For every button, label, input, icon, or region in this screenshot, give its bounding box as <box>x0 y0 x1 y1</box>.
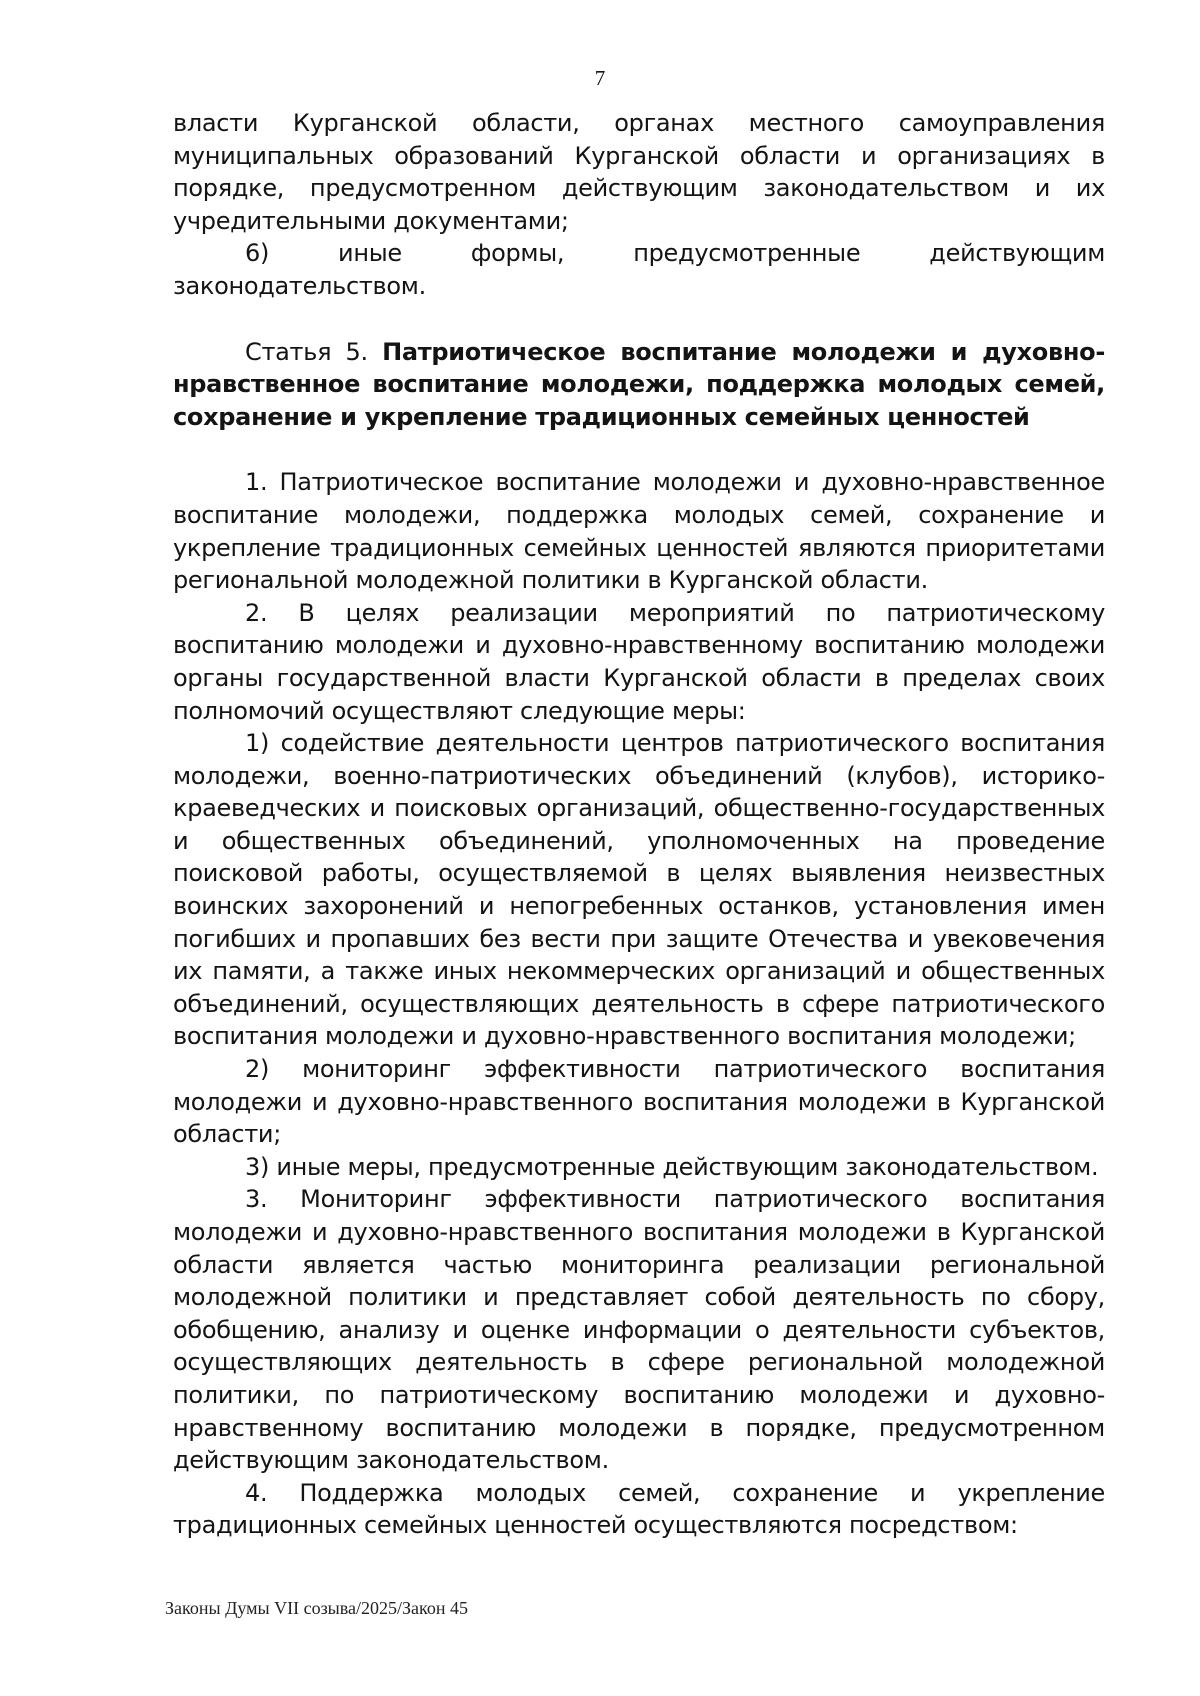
article-paragraph-2: 2. В целях реализации мероприятий по патриотическому воспитанию молодежи и духовно-нравственному воспитанию молодежи органы государственной власти Курганской области в пределах своих полномочий осуществляют следующие меры: <box>173 598 1105 725</box>
article-heading <box>173 336 1105 434</box>
list-item-6: 6) иные формы, предусмотренные действующим законодательством. <box>173 239 1105 300</box>
article-subitem-1: 1) содействие деятельности центров патриотического воспитания молодежи, военно-патриотических объединений (клубов), историко-краеведческих и поисковых организаций, общественно-государственных и общественных объединений, уполномоченных на проведение поисковой работы, осуществляемой в целях выявления неизвестных воинских захоронений и непогребенных останков, установления имен погибших и пропавших без вести при защите Отечества и увековечения их памяти, а также иных некоммерческих организаций и общественных объединений, осуществляющих деятельность в сфере патриотического воспитания молодежи и духовно-нравственного воспитания молодежи; <box>173 729 1105 1051</box>
article-subitem-3: 3) иные меры, предусмотренные действующим законодательством. <box>245 1152 1099 1181</box>
article-title: Патриотическое воспитание молодежи и духовно-нравственное воспитание молодежи, поддержка молодых семей, сохранение и укрепление традиционных семейных ценностей <box>173 337 1105 431</box>
article-paragraph-1: 1. Патриотическое воспитание молодежи и духовно-нравственное воспитание молодежи, поддержка молодых семей, сохранение и укрепление традиционных семейных ценностей являются приоритетами региональной молодежной политики в Курганской области. <box>173 468 1105 595</box>
article-subitem-2: 2) мониторинг эффективности патриотического воспитания молодежи и духовно-нравственного воспитания молодежи в Курганской области; <box>173 1055 1105 1149</box>
page-number: 7 <box>594 66 606 90</box>
document-body <box>173 107 1105 1542</box>
document-footer: Законы Думы VII созыва/2025/Закон 45 <box>165 1598 468 1618</box>
article-paragraph-3: 3. Мониторинг эффективности патриотического воспитания молодежи и духовно-нравственного воспитания молодежи в Курганской области является частью мониторинга реализации региональной молодежной политики и представляет собой деятельность по сбору, обобщению, анализу и оценке информации о деятельности субъектов, осуществляющих деятельность в сфере региональной молодежной политики, по патриотическому воспитанию молодежи и духовно-нравственному воспитанию молодежи в порядке, предусмотренном действующим законодательством. <box>173 1185 1105 1475</box>
paragraph-continuation: власти Курганской области, органах местного самоуправления муниципальных образований Курганской области и организациях в порядке, предусмотренном действующим законодательством и их учредительными документами; <box>173 109 1105 235</box>
article-paragraph-4: 4. Поддержка молодых семей, сохранение и укрепление традиционных семейных ценностей осуществляются посредством: <box>173 1478 1105 1540</box>
article-number: Статья 5. <box>245 337 368 366</box>
